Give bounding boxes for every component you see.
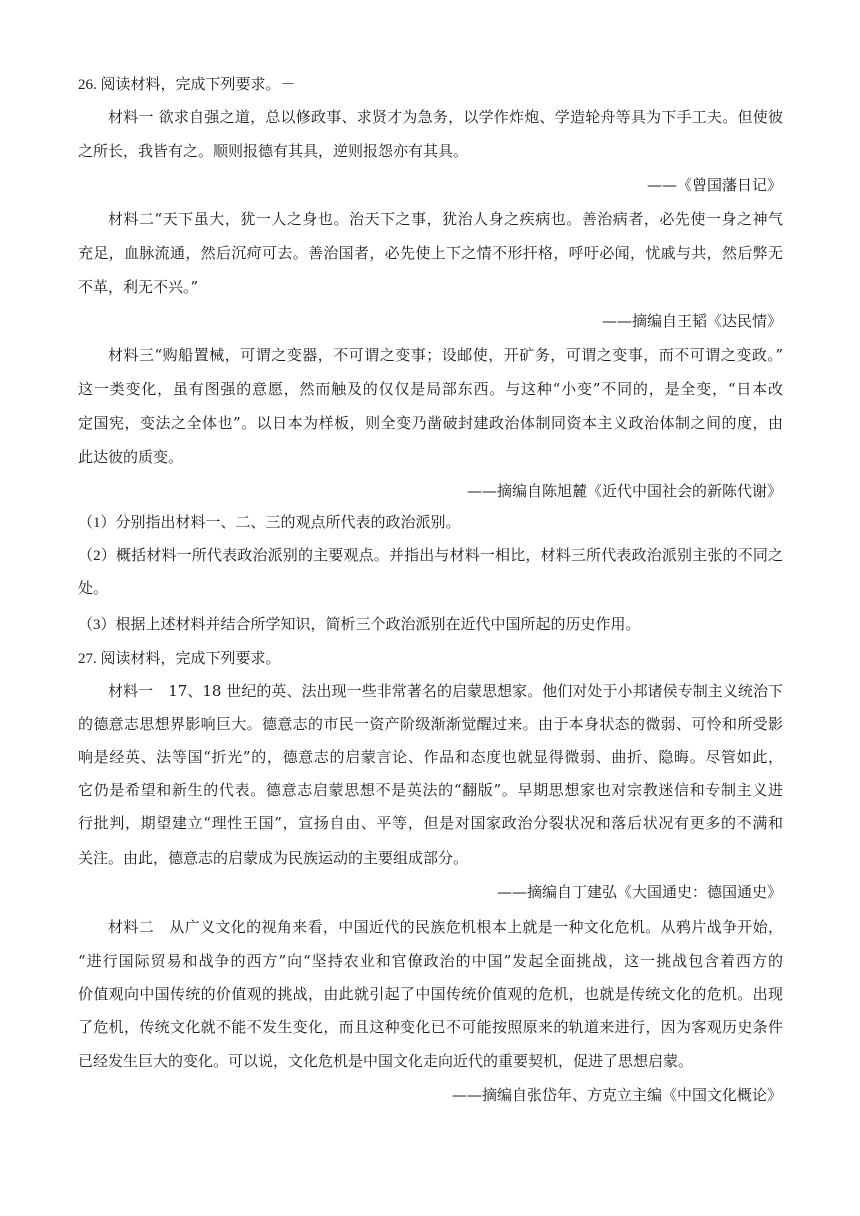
material-3-line: 材料三“购船置械，可谓之变器，不可谓之变事；设邮使，开矿务，可谓之变事，而不可谓之变政。”	[108, 346, 783, 364]
material-1-line: 响是经英、法等国“折光”的，德意志的启蒙言论、作品和态度也就显得微弱、曲折、隐晦。尽管如此，	[78, 748, 783, 766]
material-2-line: 了危机，传统文化就不能不发生变化，而且这种变化已不可能按照原来的轨道来进行，因为客观历史条件	[78, 1018, 783, 1036]
material-1-line: 行批判，期望建立“理性王国”，宣扬自由、平等，但是对国家政治分裂状况和落后状况有更多的不满和	[78, 814, 783, 832]
sub-question-3: （3）根据上述材料并结合所学知识，简析三个政治派别在近代中国所起的历史作用。	[78, 617, 641, 633]
material-2-line: 不革，利无不兴。”	[78, 278, 199, 296]
material-3-line: 此达彼的质变。	[78, 448, 184, 466]
material-2-line: 已经发生巨大的变化。可以说，文化危机是中国文化走向近代的重要契机，促进了思想启蒙。	[78, 1052, 694, 1070]
material-1-source: ——摘编自丁建弘《大国通史：德国通史》	[496, 883, 782, 901]
question-26-title: 26. 阅读材料，完成下列要求。－	[78, 77, 296, 93]
sub-question-2-line: （2）概括材料一所代表政治派别的主要观点。并指出与材料一相比，材料三所代表政治派别主张的不同之	[78, 548, 783, 564]
material-1-line: 材料一 17、18 世纪的英、法出现一些非常著名的启蒙思想家。他们对处于小邦诸侯专制主义统治下	[108, 682, 783, 700]
material-3-source: ——摘编自陈旭麓《近代中国社会的新陈代谢》	[466, 482, 782, 500]
material-2-source: ——摘编自王韬《达民情》	[601, 312, 782, 330]
material-2-line: 材料二“天下虽大，犹一人之身也。治天下之事，犹治人身之疾病也。善治病者，必先使一身之神气	[108, 210, 783, 228]
material-2-line: 充足，血脉流通，然后沉疴可去。善治国者，必先使上下之情不形扞格，呼吁必闻，忧戚与共，然后弊无	[78, 244, 783, 262]
material-1-source: ——《曾国藩日记》	[646, 176, 782, 194]
material-3-line: 定国宪，变法之全体也”。以日本为样板，则全变乃凿破封建政治体制同资本主义政治体制之间的度，由	[78, 414, 783, 432]
question-27-title: 27. 阅读材料，完成下列要求。	[78, 651, 281, 667]
material-1-line: 之所长，我皆有之。顺则报德有其具，逆则报怨亦有其具。	[78, 142, 469, 160]
material-2-source: ——摘编自张岱年、方克立主编《中国文化概论》	[451, 1086, 782, 1104]
material-2-line: 价值观向中国传统的价值观的挑战，由此就引起了中国传统价值观的危机，也就是传统文化的危机。出现	[78, 985, 783, 1003]
material-2-line: “进行国际贸易和战争的西方”向“坚持农业和官僚政治的中国”发起全面挑战，这一挑战包含着西方的	[78, 952, 783, 970]
material-3-line: 这一类变化，虽有图强的意愿，然而触及的仅仅是局部东西。与这种“小变”不同的，是全变，“日本改	[78, 380, 783, 398]
sub-question-2-line: 处。	[78, 581, 109, 597]
sub-question-1: （1）分别指出材料一、二、三的观点所代表的政治派别。	[78, 515, 461, 531]
material-1-line: 的德意志思想界影响巨大。德意志的市民一资产阶级渐渐觉醒过来。由于本身状态的微弱、可怜和所受影	[78, 715, 783, 733]
material-1-line: 材料一 欲求自强之道，总以修政事、求贤才为急务，以学作炸炮、学造轮舟等具为下手工夫。但使彼	[108, 108, 783, 126]
material-2-line: 材料二 从广义文化的视角来看，中国近代的民族危机根本上就是一种文化危机。从鸦片战争开始，	[108, 918, 783, 936]
material-1-line: 关注。由此，德意志的启蒙成为民族运动的主要组成部分。	[78, 849, 469, 867]
material-1-line: 它仍是希望和新生的代表。德意志启蒙思想不是英法的“翻版”。早期思想家也对宗教迷信和专制主义进	[78, 781, 783, 799]
